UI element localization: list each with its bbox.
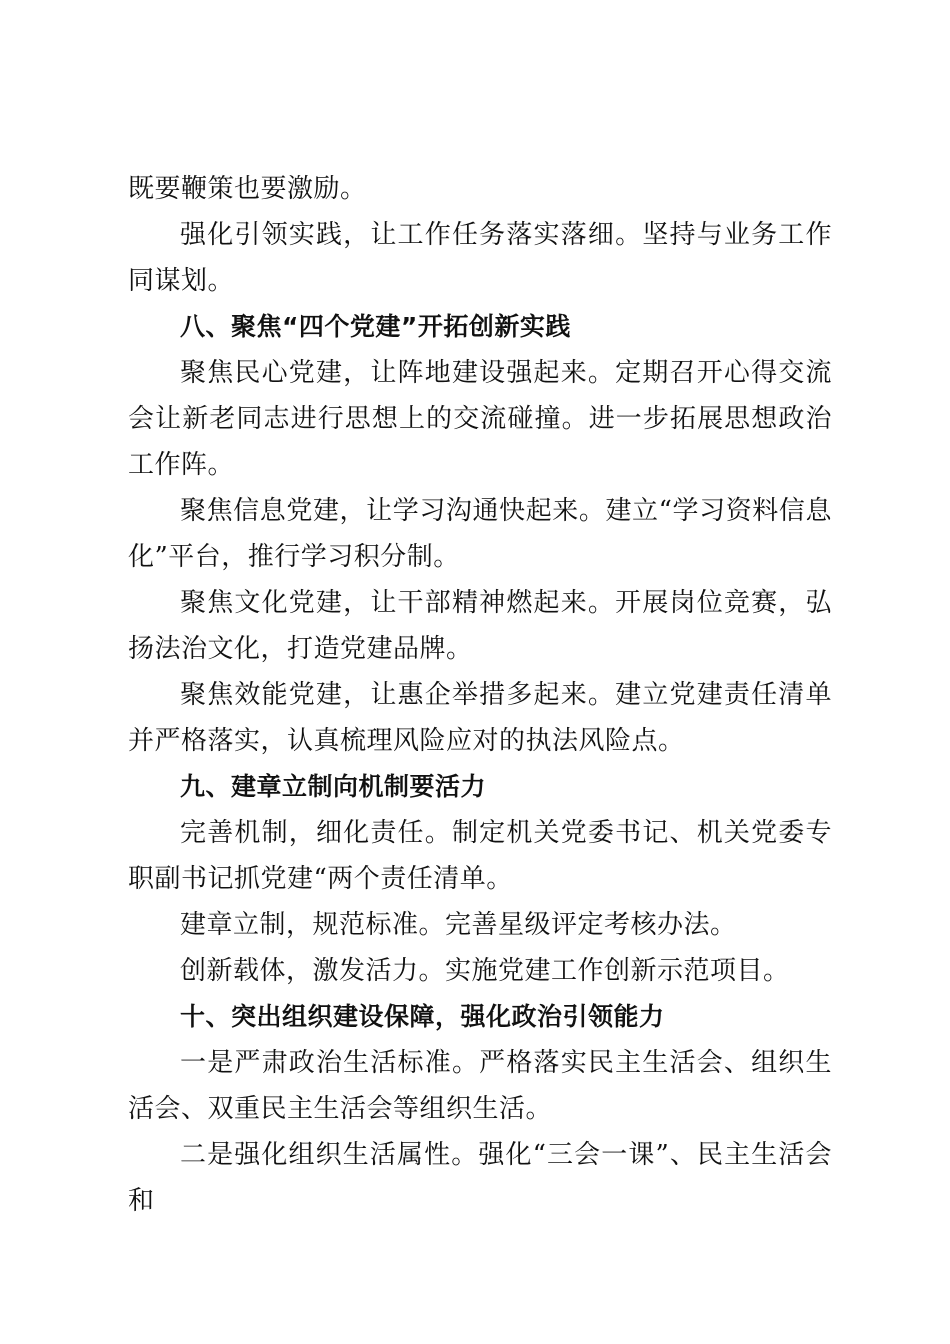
paragraph-9: 创新载体，激发活力。实施党建工作创新示范项目。 <box>180 956 790 986</box>
document-body <box>128 166 832 1224</box>
paragraph-7: 完善机制，细化责任。制定机关党委书记、机关党委专职副书记抓党建“两个责任清单。 <box>128 818 832 894</box>
paragraph-1: 既要鞭策也要激励。 <box>128 174 367 204</box>
paragraph-3: 聚焦民心党建，让阵地建设强起来。定期召开心得交流会让新老同志进行思想上的交流碰撞。进一步拓展思想政治工作阵。 <box>128 358 832 480</box>
paragraph-11: 二是强化组织生活属性。强化“三会一课”、民主生活会和 <box>128 1140 832 1216</box>
paragraph-6: 聚焦效能党建，让惠企举措多起来。建立党建责任清单并严格落实，认真梳理风险应对的执法风险点。 <box>128 680 832 756</box>
paragraph-10: 一是严肃政治生活标准。严格落实民主生活会、组织生活会、双重民主生活会等组织生活。 <box>128 1048 832 1124</box>
section-heading-8: 八、聚焦“四个党建”开拓创新实践 <box>180 312 571 341</box>
paragraph-4: 聚焦信息党建，让学习沟通快起来。建立“学习资料信息化”平台，推行学习积分制。 <box>128 496 832 572</box>
section-heading-9: 九、建章立制向机制要活力 <box>180 772 487 801</box>
section-heading-10: 十、突出组织建设保障，强化政治引领能力 <box>180 1002 665 1031</box>
paragraph-2: 强化引领实践，让工作任务落实落细。坚持与业务工作同谋划。 <box>128 220 832 296</box>
paragraph-8: 建章立制，规范标准。完善星级评定考核办法。 <box>180 910 737 940</box>
paragraph-5: 聚焦文化党建，让干部精神燃起来。开展岗位竞赛，弘扬法治文化，打造党建品牌。 <box>128 588 832 664</box>
